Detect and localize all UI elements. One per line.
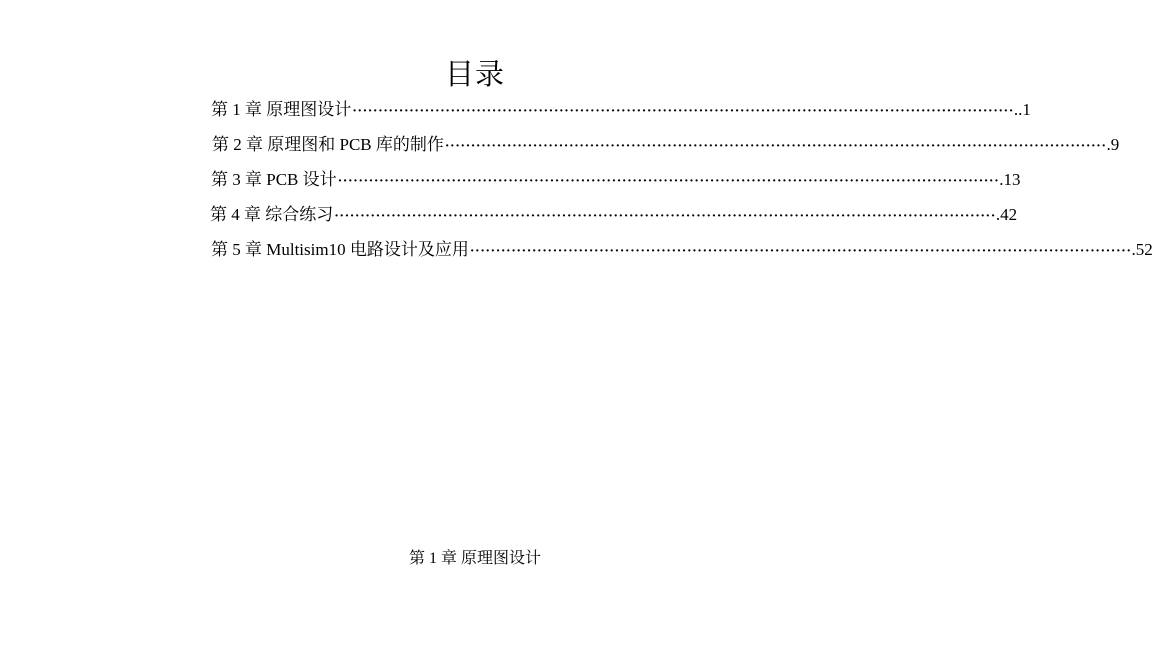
toc-entry-chapter-1[interactable] bbox=[211, 95, 1031, 119]
toc-dot-leader: ································································································································ bbox=[334, 209, 996, 224]
toc-entry-page: .9 bbox=[1106, 135, 1120, 154]
toc-entry-label: 第 2 章 原理图和 PCB 库的制作 bbox=[212, 135, 444, 154]
toc-entry-page: .13 bbox=[999, 170, 1021, 189]
toc-entry-label: 第 1 章 原理图设计 bbox=[211, 100, 352, 119]
chapter-heading: 第 1 章 原理图设计 bbox=[408, 550, 541, 567]
toc-title: 目录 bbox=[444, 59, 505, 91]
toc-entry-chapter-3[interactable] bbox=[211, 165, 1021, 189]
toc-dot-leader: ································································································································ bbox=[469, 244, 1132, 259]
toc-dot-leader: ································································································································ bbox=[444, 139, 1107, 154]
toc-dot-leader: ································································································································ bbox=[352, 104, 1014, 119]
toc-entry-chapter-2[interactable] bbox=[212, 130, 1120, 154]
toc-entry-chapter-4[interactable] bbox=[210, 200, 1018, 224]
toc-entry-label: 第 4 章 综合练习 bbox=[210, 205, 334, 224]
toc-entry-page: ..1 bbox=[1013, 100, 1031, 119]
toc-entry-page: .42 bbox=[995, 205, 1018, 224]
toc-dot-leader: ································································································································ bbox=[337, 174, 1000, 189]
toc-entry-page: .52 bbox=[1131, 240, 1153, 259]
toc-entry-label: 第 3 章 PCB 设计 bbox=[211, 170, 337, 189]
toc-entry-chapter-5[interactable] bbox=[211, 235, 1153, 259]
toc-entry-label: 第 5 章 Multisim10 电路设计及应用 bbox=[211, 240, 469, 259]
